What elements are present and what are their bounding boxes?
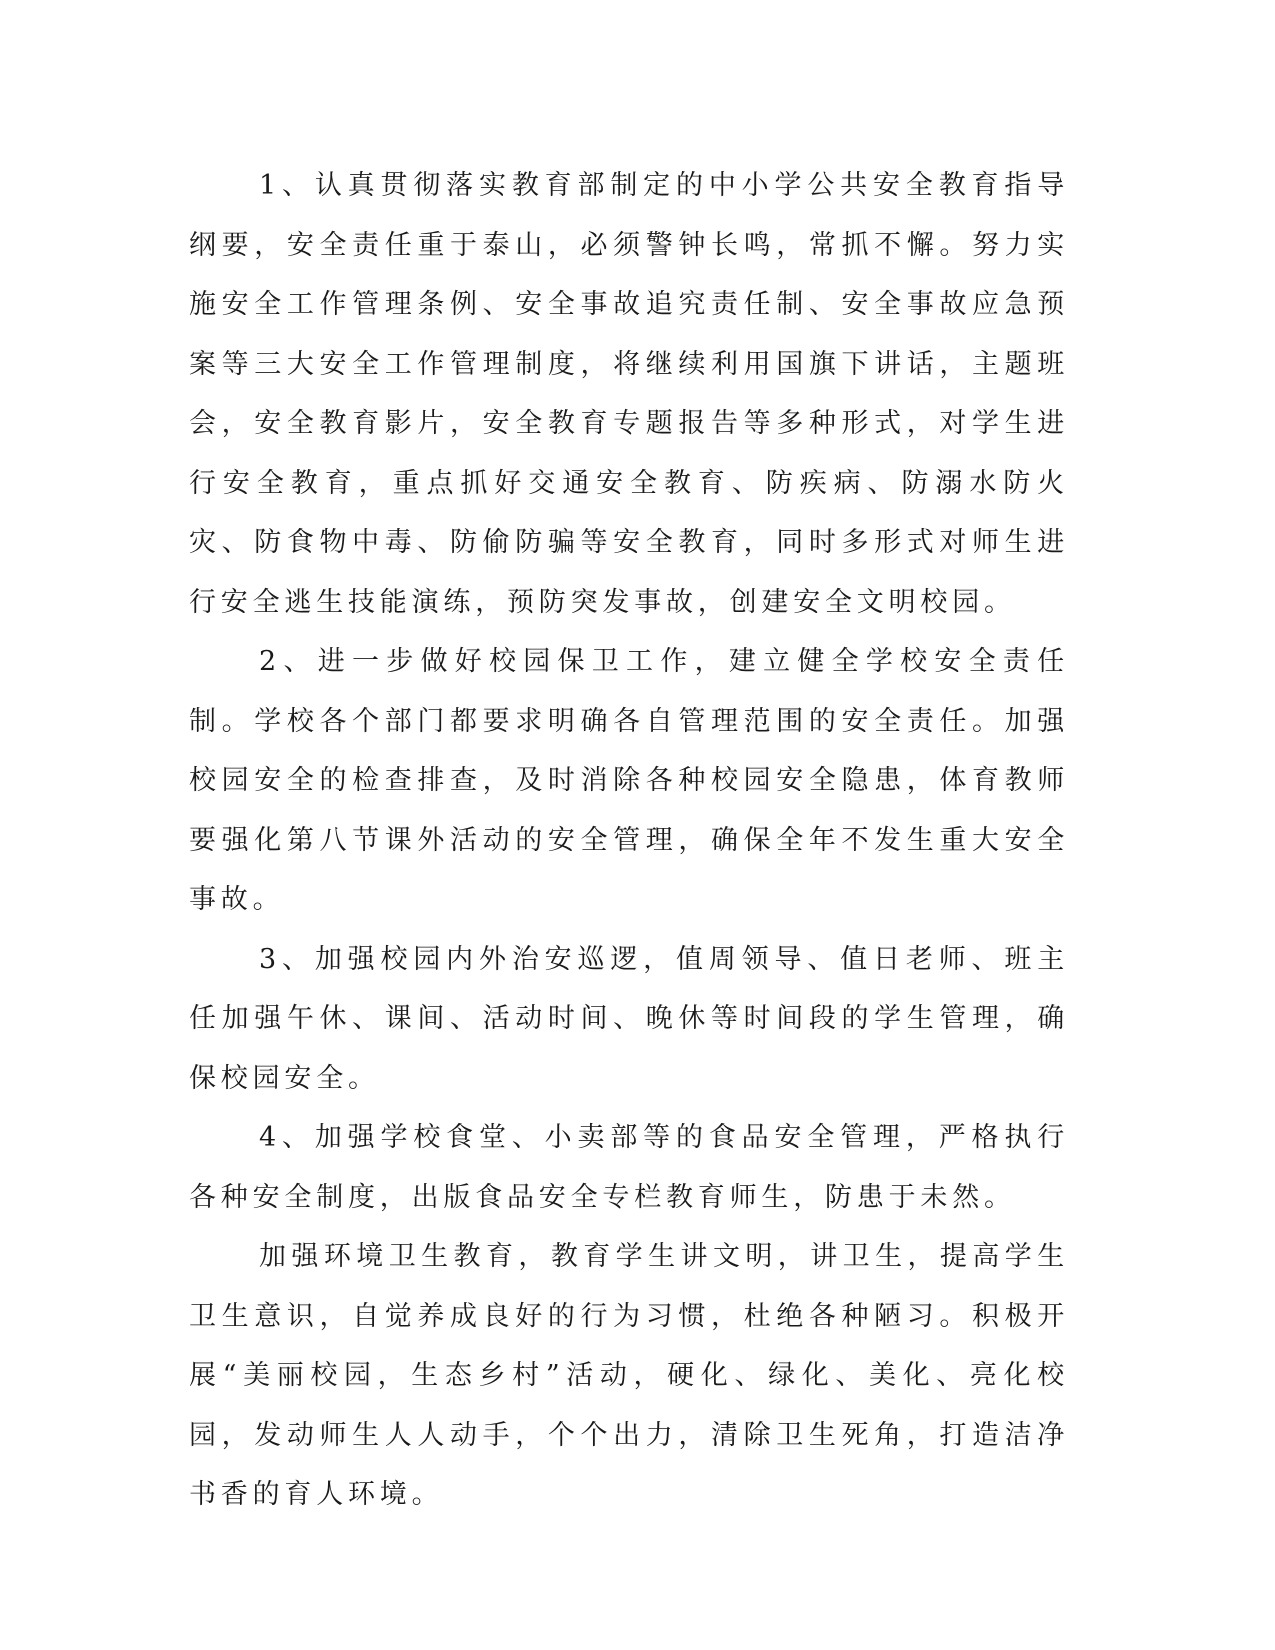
paragraph-3: 3、加强校园内外治安巡逻，值周领导、值日老师、班主任加强午休、课间、活动时间、晚休等时间段的学生管理，确保校园安全。 [189,943,1069,1094]
paragraph-2: 2、进一步做好校园保卫工作，建立健全学校安全责任制。学校各个部门都要求明确各自管理范围的安全责任。加强校园安全的检查排查，及时消除各种校园安全隐患，体育教师要强化第八节课外活动的安全管理，确保全年不发生重大安全事故。 [189,646,1069,915]
paragraph-4: 4、加强学校食堂、小卖部等的食品安全管理，严格执行各种安全制度，出版食品安全专栏教育师生，防患于未然。 [189,1122,1069,1213]
paragraph-1: 1、认真贯彻落实教育部制定的中小学公共安全教育指导纲要，安全责任重于泰山，必须警钟长鸣，常抓不懈。努力实施安全工作管理条例、安全事故追究责任制、安全事故应急预案等三大安全工作管理制度，将继续利用国旗下讲话，主题班会，安全教育影片，安全教育专题报告等多种形式，对学生进行安全教育，重点抓好交通安全教育、防疾病、防溺水防火灾、防食物中毒、防偷防骗等安全教育，同时多形式对师生进行安全逃生技能演练，预防突发事故，创建安全文明校园。 [189,170,1069,618]
paragraph-5: 加强环境卫生教育，教育学生讲文明，讲卫生，提高学生卫生意识，自觉养成良好的行为习惯，杜绝各种陋习。积极开展“美丽校园，生态乡村”活动，硬化、绿化、美化、亮化校园，发动师生人人动手，个个出力，清除卫生死角，打造洁净书香的育人环境。 [189,1241,1069,1510]
document-body [189,156,1069,1525]
